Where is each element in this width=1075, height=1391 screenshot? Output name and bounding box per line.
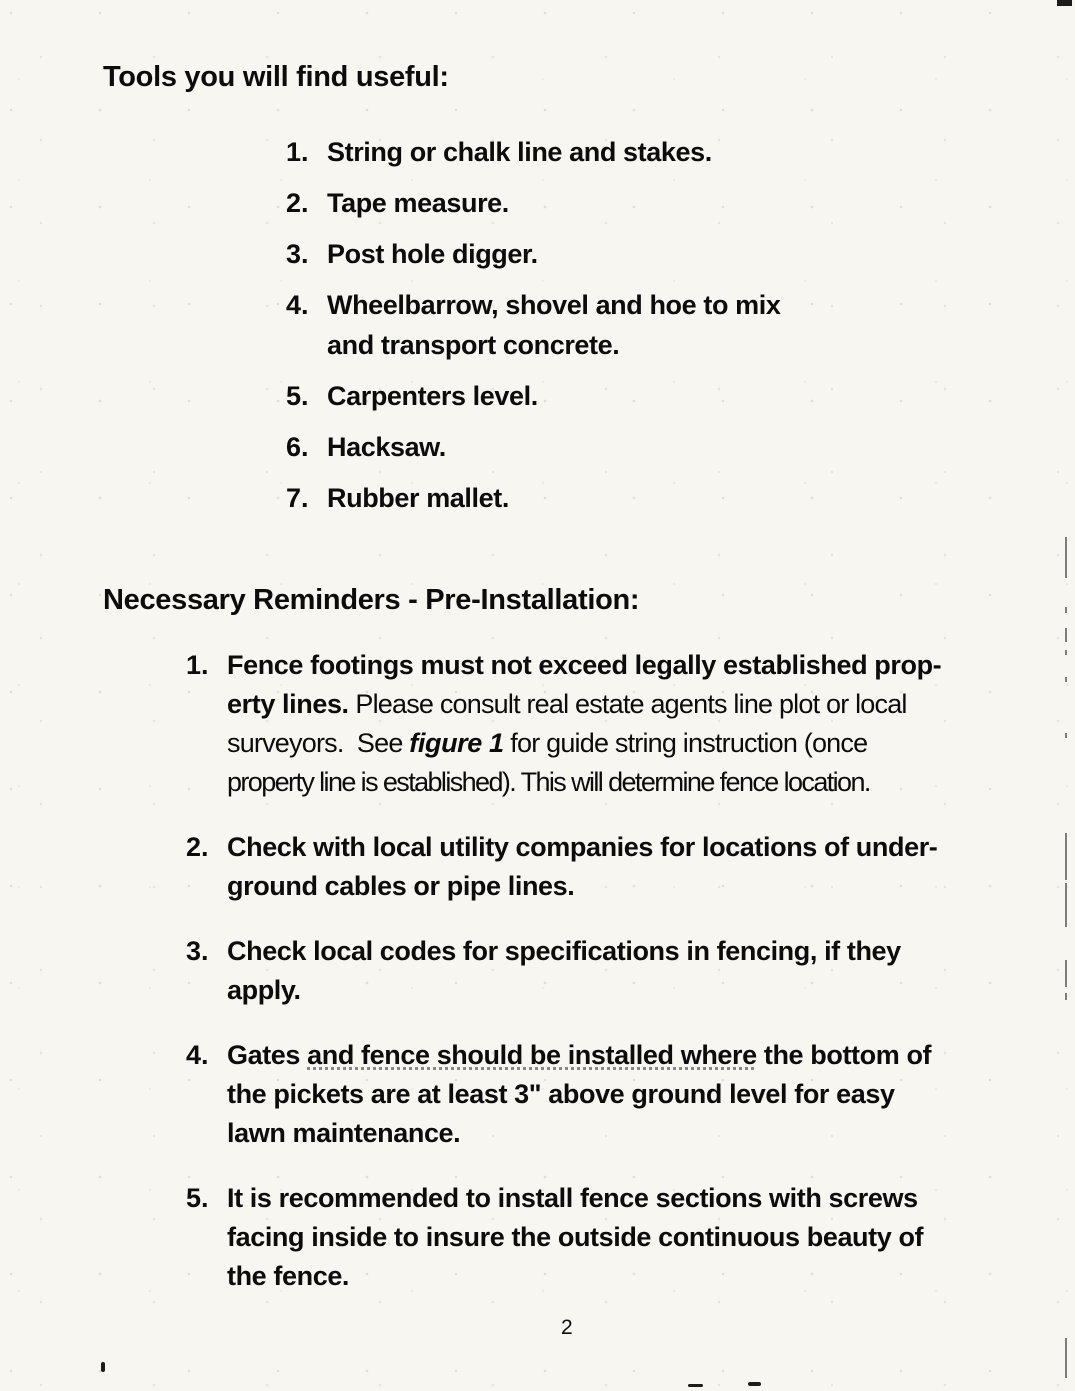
text-segment: Please consult real estate agents line plot or local [348,689,907,719]
item-text [327,427,446,467]
item-text [227,828,937,906]
text-segment: Tape measure. [327,188,509,218]
text-segment: the bottom of [756,1040,932,1070]
text-segment: String or chalk line and stakes. [327,137,712,167]
item-number: 6. [286,432,309,462]
scan-artifact [1065,677,1067,682]
scan-artifact [1057,0,1072,6]
scan-artifact [1065,733,1067,738]
list-item [186,646,941,802]
text-segment: for guide string instruction (once [503,728,868,758]
text-segment: surveyors. See [227,728,410,758]
scan-artifact [1065,650,1067,655]
text-segment: Post hole digger. [327,239,538,269]
item-text [227,1036,931,1153]
list-item [286,132,780,172]
item-number: 4. [186,1040,209,1070]
list-item [286,285,780,365]
tools-list [286,132,780,529]
text-segment: and transport concrete. [327,330,620,360]
item-number: 5. [186,1183,209,1213]
text-segment: the pickets are at least 3" above ground level for easy [227,1079,895,1109]
text-segment: and fence should be installed where [307,1040,757,1070]
text-segment: It is recommended to install fence sections with screws [227,1183,918,1213]
page-number: 2 [561,1316,573,1339]
reminders-section-heading: Necessary Reminders - Pre-Installation: [103,584,640,616]
item-number: 2. [286,188,309,218]
scan-artifact [1065,833,1067,880]
text-segment: the fence. [227,1261,350,1291]
text-segment: erty lines. [227,689,349,719]
text-segment: Rubber mallet. [327,483,509,513]
text-segment: Gates [227,1040,308,1070]
item-number: 1. [286,137,309,167]
text-segment: Wheelbarrow, shovel and hoe to mix [327,290,781,320]
item-text [227,932,901,1010]
scan-artifact [1065,993,1067,1000]
scan-artifact [1065,607,1067,613]
list-item [286,234,780,274]
item-text [227,646,941,802]
scan-artifact [1065,883,1067,927]
item-text [327,132,712,172]
text-segment: ground cables or pipe lines. [227,871,575,901]
scan-artifact [1065,960,1067,987]
list-item [286,427,780,467]
item-number: 7. [286,483,309,513]
text-segment: property line is established). This will determine fence location. [227,767,870,797]
scan-artifact [1065,1338,1067,1378]
text-segment: Check with local utility companies for locations of under- [227,832,938,862]
scan-artifact [688,1384,703,1387]
item-number: 5. [286,381,309,411]
item-text [327,285,780,365]
scan-artifact [1065,537,1067,578]
scan-artifact [748,1382,761,1386]
text-segment: facing inside to insure the outside continuous beauty of [227,1222,924,1252]
item-text [327,376,538,416]
text-segment: figure 1 [409,728,504,758]
list-item [186,828,941,906]
item-text [327,183,509,223]
item-text [327,234,538,274]
scan-artifact [101,1362,105,1372]
tools-section-heading: Tools you will find useful: [103,61,449,93]
item-number: 2. [186,832,209,862]
list-item [286,376,780,416]
reminders-list [186,646,941,1322]
text-segment: apply. [227,975,301,1005]
list-item [286,478,780,518]
item-text [327,478,509,518]
item-number: 3. [286,239,309,269]
item-number: 3. [186,936,209,966]
scan-artifact [1065,628,1067,642]
item-number: 4. [286,290,309,320]
text-segment: Check local codes for specifications in fencing, if they [227,936,901,966]
list-item [186,1036,941,1153]
list-item [186,932,941,1010]
list-item [186,1179,941,1296]
text-segment: Fence footings must not exceed legally established prop- [227,650,942,680]
text-segment: Carpenters level. [327,381,538,411]
item-text [227,1179,923,1296]
item-number: 1. [186,650,209,680]
text-segment: lawn maintenance. [227,1118,461,1148]
list-item [286,183,780,223]
text-segment: Hacksaw. [327,432,446,462]
